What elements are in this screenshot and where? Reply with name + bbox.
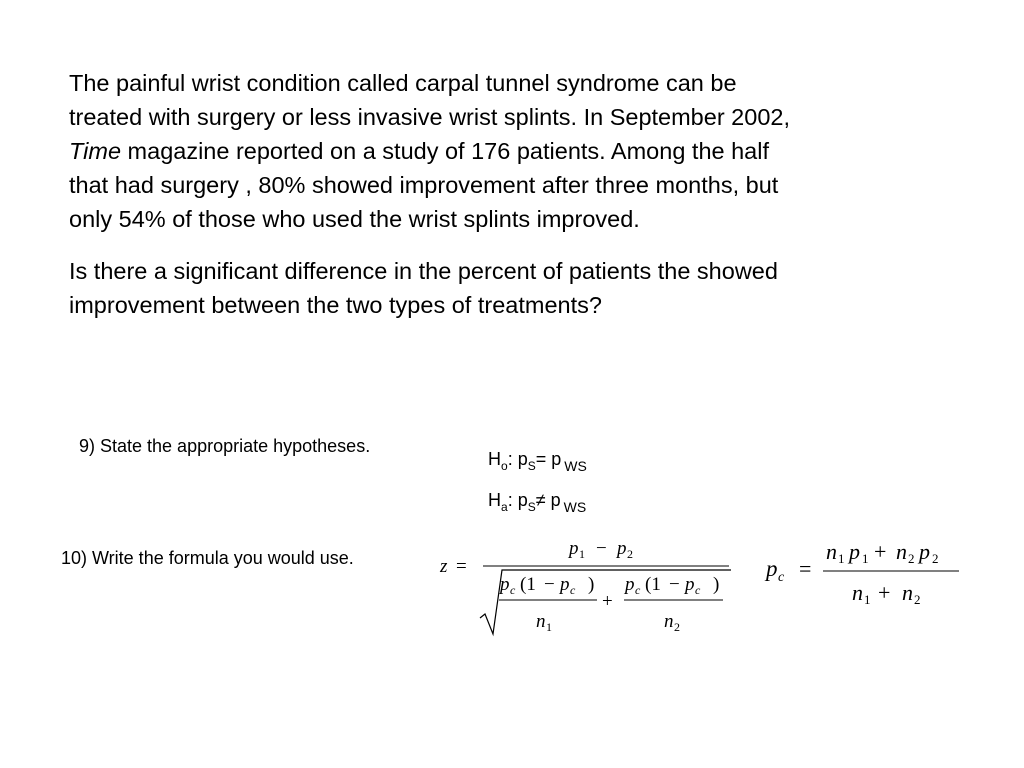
pc-symbol: p [625, 574, 635, 595]
hypothesis-subscript: o [501, 459, 508, 473]
hypothesis-h: H [488, 449, 501, 469]
pc-symbol: p [766, 556, 778, 581]
one-open-paren: (1 [520, 574, 536, 595]
question-line-2: improvement between the two types of treatments? [69, 292, 602, 318]
n2-symbol: n [664, 611, 674, 632]
problem-line-4: that had surgery , 80% showed improvement after three months, but [69, 172, 779, 198]
pc-subscript: c [570, 583, 576, 597]
hypothesis-subscript: S [527, 459, 536, 473]
question-line-1: Is there a significant difference in the percent of patients the showed [69, 258, 778, 284]
equals-sign: = [799, 556, 812, 581]
close-paren: ) [588, 574, 595, 595]
p2-subscript: 2 [627, 547, 633, 561]
magazine-name: Time [69, 138, 122, 164]
hypothesis-text: : p [507, 490, 528, 510]
pc-subscript: c [695, 583, 701, 597]
hypothesis-text: : p [507, 449, 528, 469]
p2-symbol: p [919, 539, 930, 564]
p1-subscript: 1 [579, 547, 585, 561]
n2-symbol: n [896, 539, 907, 564]
hypothesis-text: = p [535, 449, 562, 469]
n2-symbol: n [902, 580, 913, 605]
z-formula [436, 530, 736, 640]
problem-line-5: only 54% of those who used the wrist splints improved. [69, 206, 640, 232]
minus-sign: − [596, 538, 607, 559]
hypothesis-subscript: S [527, 500, 536, 514]
hypothesis-h: H [488, 490, 501, 510]
problem-line-1: The painful wrist condition called carpal tunnel syndrome can be [69, 70, 737, 96]
n1-symbol: n [536, 611, 546, 632]
problem-line-3: magazine reported on a study of 176 patients. Among the half [121, 138, 769, 164]
n1-subscript: 1 [864, 592, 871, 607]
close-paren: ) [713, 574, 720, 595]
pc-symbol: p [500, 574, 510, 595]
n2-subscript: 2 [674, 620, 680, 634]
n1-symbol: n [852, 580, 863, 605]
question-10: 10) Write the formula you would use. [61, 548, 354, 568]
n2-subscript: 2 [908, 551, 915, 566]
problem-paragraph [69, 66, 969, 236]
pc-subscript: c [635, 583, 641, 597]
n2-subscript: 2 [914, 592, 921, 607]
plus-sign: + [874, 539, 887, 564]
pc-subscript: c [778, 570, 785, 585]
hypothesis-subscript: WS [563, 499, 587, 515]
one-open-paren: (1 [645, 574, 661, 595]
p1-symbol: p [569, 538, 579, 559]
z-symbol: z [440, 556, 448, 577]
pc-symbol: p [560, 574, 570, 595]
problem-line-2: treated with surgery or less invasive wrist splints. In September 2002, [69, 104, 790, 130]
pc-subscript: c [510, 583, 516, 597]
pooled-proportion-formula [762, 534, 962, 614]
equals-sign: = [456, 556, 467, 577]
n1-symbol: n [826, 539, 837, 564]
n1-subscript: 1 [838, 551, 845, 566]
hypothesis-subscript: WS [564, 458, 587, 474]
minus-sign: − [669, 574, 680, 595]
plus-sign: + [602, 591, 613, 612]
question-paragraph [69, 254, 969, 322]
hypothesis-subscript: a [501, 500, 508, 514]
p1-subscript: 1 [862, 551, 869, 566]
null-hypothesis [488, 448, 587, 472]
p1-symbol: p [849, 539, 860, 564]
alternative-hypothesis [488, 489, 586, 513]
n1-subscript: 1 [546, 620, 552, 634]
p2-subscript: 2 [932, 551, 939, 566]
minus-sign: − [544, 574, 555, 595]
plus-sign: + [878, 580, 891, 605]
hypothesis-text: ≠ p [535, 490, 561, 510]
question-9: 9) State the appropriate hypotheses. [79, 436, 371, 456]
pc-symbol: p [685, 574, 695, 595]
p2-symbol: p [617, 538, 627, 559]
